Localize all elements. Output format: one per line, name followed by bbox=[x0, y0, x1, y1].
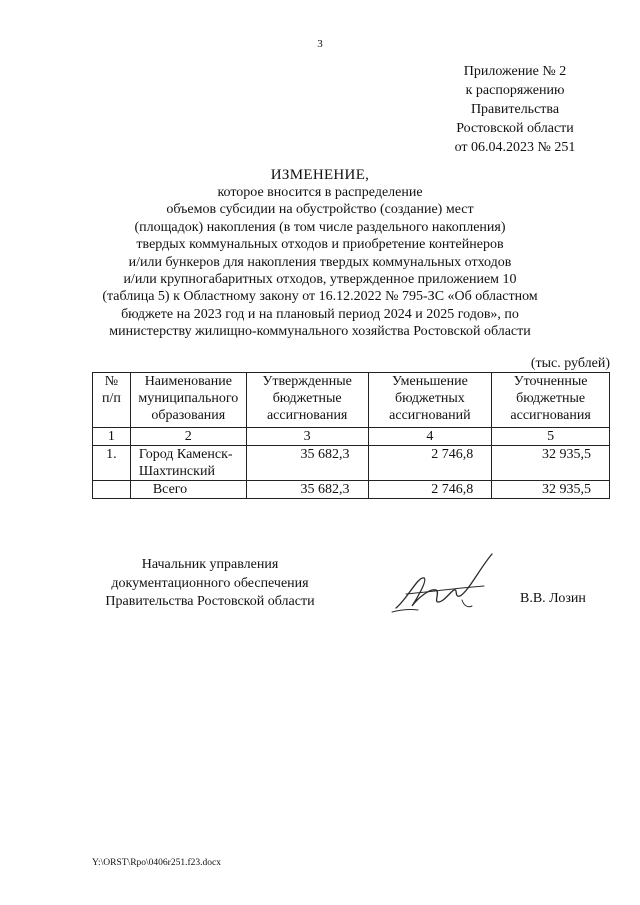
signatory-title-line: документационного обеспечения bbox=[111, 575, 309, 591]
document-title bbox=[60, 166, 580, 341]
row-updated: 32 935,5 bbox=[492, 446, 610, 481]
title-line: (таблица 5) к Областному закону от 16.12.2022 № 795-ЗС «Об областном bbox=[102, 289, 538, 305]
signatory-title bbox=[80, 556, 340, 612]
title-line: и/или крупногабаритных отходов, утвержденное приложением 10 bbox=[123, 272, 517, 288]
header-number: № п/п bbox=[93, 373, 131, 428]
appendix-reference bbox=[430, 62, 600, 157]
total-decrease: 2 746,8 bbox=[368, 481, 492, 499]
page-number: 3 bbox=[317, 38, 323, 50]
row-municipality: Город Каменск- Шахтинский bbox=[130, 446, 246, 481]
title-line: объемов субсидии на обустройство (создание) мест bbox=[166, 202, 474, 218]
total-label: Всего bbox=[130, 481, 246, 499]
header-updated: Уточненные бюджетные ассигнования bbox=[492, 373, 610, 428]
title-line: которое вносится в распределение bbox=[217, 185, 423, 200]
total-number bbox=[93, 481, 131, 499]
appendix-line: Приложение № 2 bbox=[463, 64, 567, 79]
handwritten-signature bbox=[388, 548, 498, 618]
column-index: 2 bbox=[130, 428, 246, 446]
appendix-line: от 06.04.2023 № 251 bbox=[454, 140, 576, 155]
title-line: твердых коммунальных отходов и приобретение контейнеров bbox=[136, 237, 504, 253]
file-path-footer: Y:\ORST\Rpo\0406r251.f23.docx bbox=[92, 858, 221, 868]
appendix-line: Ростовской области bbox=[456, 121, 574, 136]
total-updated: 32 935,5 bbox=[492, 481, 610, 499]
column-index: 3 bbox=[246, 428, 368, 446]
title-heading: ИЗМЕНЕНИЕ, bbox=[270, 167, 370, 183]
signatory-title-line: Правительства Ростовской области bbox=[105, 594, 315, 609]
appendix-line: Правительства bbox=[470, 102, 560, 117]
table-row bbox=[93, 446, 610, 481]
subsidy-table bbox=[92, 372, 610, 499]
appendix-line: к распоряжению bbox=[465, 83, 565, 98]
column-index-row bbox=[93, 428, 610, 446]
row-number: 1. bbox=[93, 446, 131, 481]
title-line: и/или бункеров для накопления твердых коммунальных отходов bbox=[128, 254, 512, 270]
units-label: (тыс. рублей) bbox=[530, 356, 610, 371]
table-header-row bbox=[93, 373, 610, 428]
total-approved: 35 682,3 bbox=[246, 481, 368, 499]
signatory-title-line: Начальник управления bbox=[141, 557, 279, 572]
total-row bbox=[93, 481, 610, 499]
header-approved: Утвержденные бюджетные ассигнования bbox=[246, 373, 368, 428]
signatory-name: В.В. Лозин bbox=[520, 591, 586, 606]
header-decrease: Уменьшение бюджетных ассигнований bbox=[368, 373, 492, 428]
title-line: министерству жилищно-коммунального хозяйства Ростовской области bbox=[109, 324, 531, 340]
title-line: (площадок) накопления (в том числе раздельного накопления) bbox=[134, 219, 506, 235]
row-approved: 35 682,3 bbox=[246, 446, 368, 481]
column-index: 4 bbox=[368, 428, 492, 446]
header-municipality: Наименование муниципального образования bbox=[130, 373, 246, 428]
column-index: 1 bbox=[93, 428, 131, 446]
column-index: 5 bbox=[492, 428, 610, 446]
row-decrease: 2 746,8 bbox=[368, 446, 492, 481]
title-line: бюджете на 2023 год и на плановый период 2024 и 2025 годов», по bbox=[121, 306, 519, 322]
